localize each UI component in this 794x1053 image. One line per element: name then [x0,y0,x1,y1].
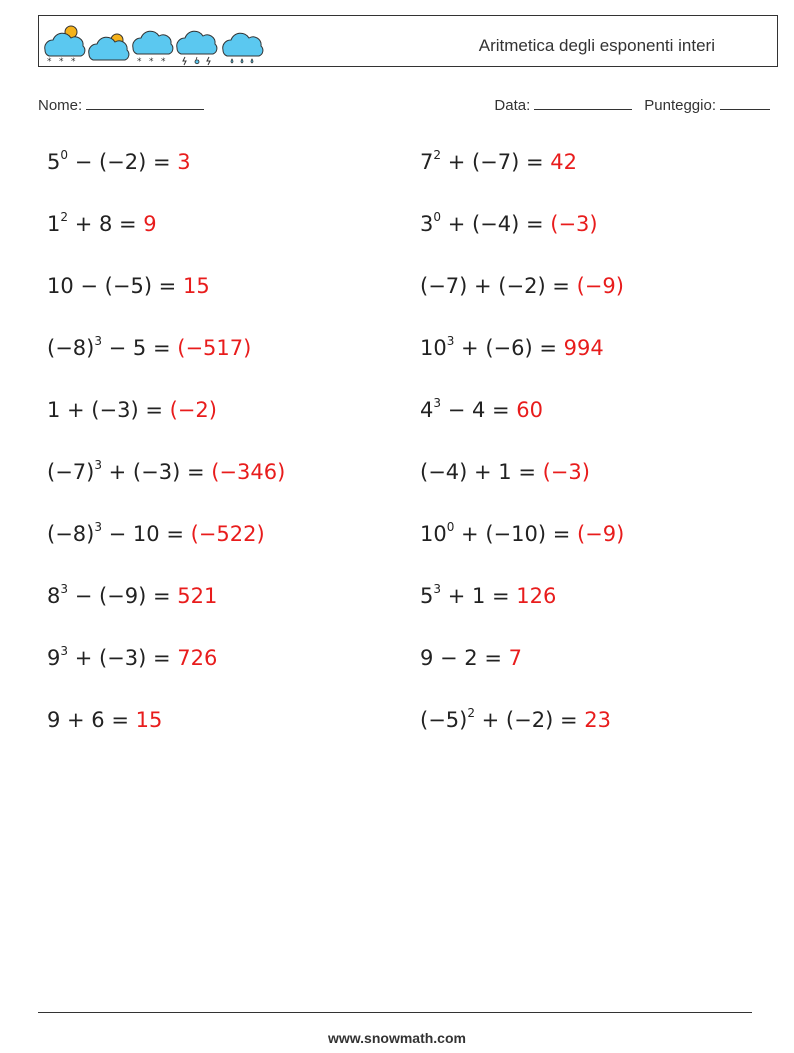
problem-exponent: 3 [446,334,455,348]
problem-answer: (−3) [542,460,590,484]
cloud-rain-icon [223,33,263,63]
problem-item [47,150,191,174]
problem-answer: (−517) [177,336,252,360]
footer-divider [38,1012,752,1013]
problem-item [420,398,543,422]
problem-exponent: 2 [60,210,69,224]
problem-base: 5 [47,150,61,174]
problem-answer: (−3) [550,212,598,236]
problem-operation: − (−9) = [68,584,178,608]
footer-url: www.snowmath.com [328,1030,466,1046]
score-blank[interactable] [720,94,770,110]
problem-base: 5 [420,584,434,608]
problem-exponent: 2 [433,148,442,162]
problem-operation: + (−3) = [68,646,178,670]
svg-text:*: * [149,57,154,66]
problem-item [47,584,217,608]
svg-text:*: * [161,57,166,66]
problem-exponent: 3 [60,644,69,658]
problem-exponent: 3 [94,520,102,534]
problem-answer: (−346) [211,460,286,484]
problem-base: 1 [47,212,61,236]
problem-base: (−5) [420,708,468,732]
problem-base: 4 [420,398,434,422]
meta-row [38,94,770,116]
problem-answer: 726 [177,646,218,670]
problem-answer: 60 [516,398,544,422]
problem-base: 7 [420,150,434,174]
problem-item [47,212,157,236]
score-label: Punteggio: [644,97,716,114]
problem-operation: − 5 = [101,336,178,360]
weather-icons [41,20,281,66]
problem-item [420,646,522,670]
problem-exponent: 2 [467,706,475,720]
problem-base: 9 − 2 = [420,646,509,670]
problem-operation: + (−4) = [441,212,551,236]
svg-text:*: * [137,57,142,66]
problem-item [420,708,611,732]
problem-operation: + 8 = [68,212,144,236]
problem-base: 10 − (−5) = [47,274,183,298]
problem-operation: − 10 = [101,522,191,546]
date-blank[interactable] [534,94,632,110]
problem-item [47,646,217,670]
date-label: Data: [494,97,531,114]
problem-answer: 23 [584,708,611,732]
problem-exponent: 0 [60,148,69,162]
problem-answer: 15 [135,708,163,732]
problem-item [420,150,577,174]
problem-base: 10 [420,522,447,546]
problem-exponent: 3 [94,334,102,348]
problem-answer: 7 [508,646,522,670]
problem-answer: 521 [177,584,218,608]
problem-operation: + (−2) = [474,708,585,732]
problem-base: 9 + 6 = [47,708,136,732]
svg-text:*: * [71,57,76,66]
problem-answer: (−522) [190,522,265,546]
problem-base: 1 + (−3) = [47,398,170,422]
problem-exponent: 0 [446,520,455,534]
date-score-fields [494,94,770,114]
problem-exponent: 3 [433,396,442,410]
problem-base: 8 [47,584,61,608]
problem-answer: 42 [550,150,577,174]
svg-text:*: * [59,57,64,66]
problem-answer: (−2) [169,398,217,422]
worksheet-title: Aritmetica degli esponenti interi [478,36,715,55]
problem-operation: + (−6) = [454,336,564,360]
cloud-sun-icon [89,34,129,60]
problem-operation: + (−3) = [101,460,212,484]
problem-operation: + 1 = [441,584,517,608]
problem-base: (−7) [47,460,95,484]
name-blank[interactable] [86,94,204,110]
problem-answer: 9 [143,212,157,236]
problem-item [47,398,217,422]
problem-item [47,274,210,298]
problem-base: 10 [420,336,447,360]
problem-item [420,584,556,608]
problem-operation: − 4 = [441,398,517,422]
problem-exponent: 0 [433,210,442,224]
problem-base: 3 [420,212,434,236]
problem-operation: + (−7) = [441,150,551,174]
problem-item [47,336,251,360]
problem-item [47,460,285,484]
problem-base: (−7) + (−2) = [420,274,577,298]
problem-item [420,522,624,546]
problem-answer: 3 [177,150,191,174]
problem-item [47,522,265,546]
svg-text:*: * [47,57,52,66]
problem-item [420,460,590,484]
problem-item [47,708,162,732]
problem-operation: − (−2) = [68,150,178,174]
problem-base: 9 [47,646,61,670]
problem-base: (−8) [47,336,95,360]
problem-answer: 126 [516,584,557,608]
problem-answer: 15 [182,274,210,298]
problem-operation: + (−10) = [454,522,577,546]
problem-base: (−8) [47,522,95,546]
worksheet-header [38,15,778,67]
name-label: Nome: [38,97,83,114]
problem-answer: (−9) [576,522,625,546]
problem-answer: 994 [563,336,604,360]
problem-exponent: 3 [433,582,442,596]
problem-answer: (−9) [576,274,624,298]
problem-base: (−4) + 1 = [420,460,543,484]
cloud-sun-snow-icon [45,26,85,66]
cloud-snow-icon [133,31,173,66]
problem-exponent: 3 [94,458,102,472]
problem-exponent: 3 [60,582,69,596]
name-field [38,94,204,114]
cloud-storm-icon [177,31,217,65]
problem-item [420,336,604,360]
problem-item [420,212,598,236]
problem-item [420,274,624,298]
